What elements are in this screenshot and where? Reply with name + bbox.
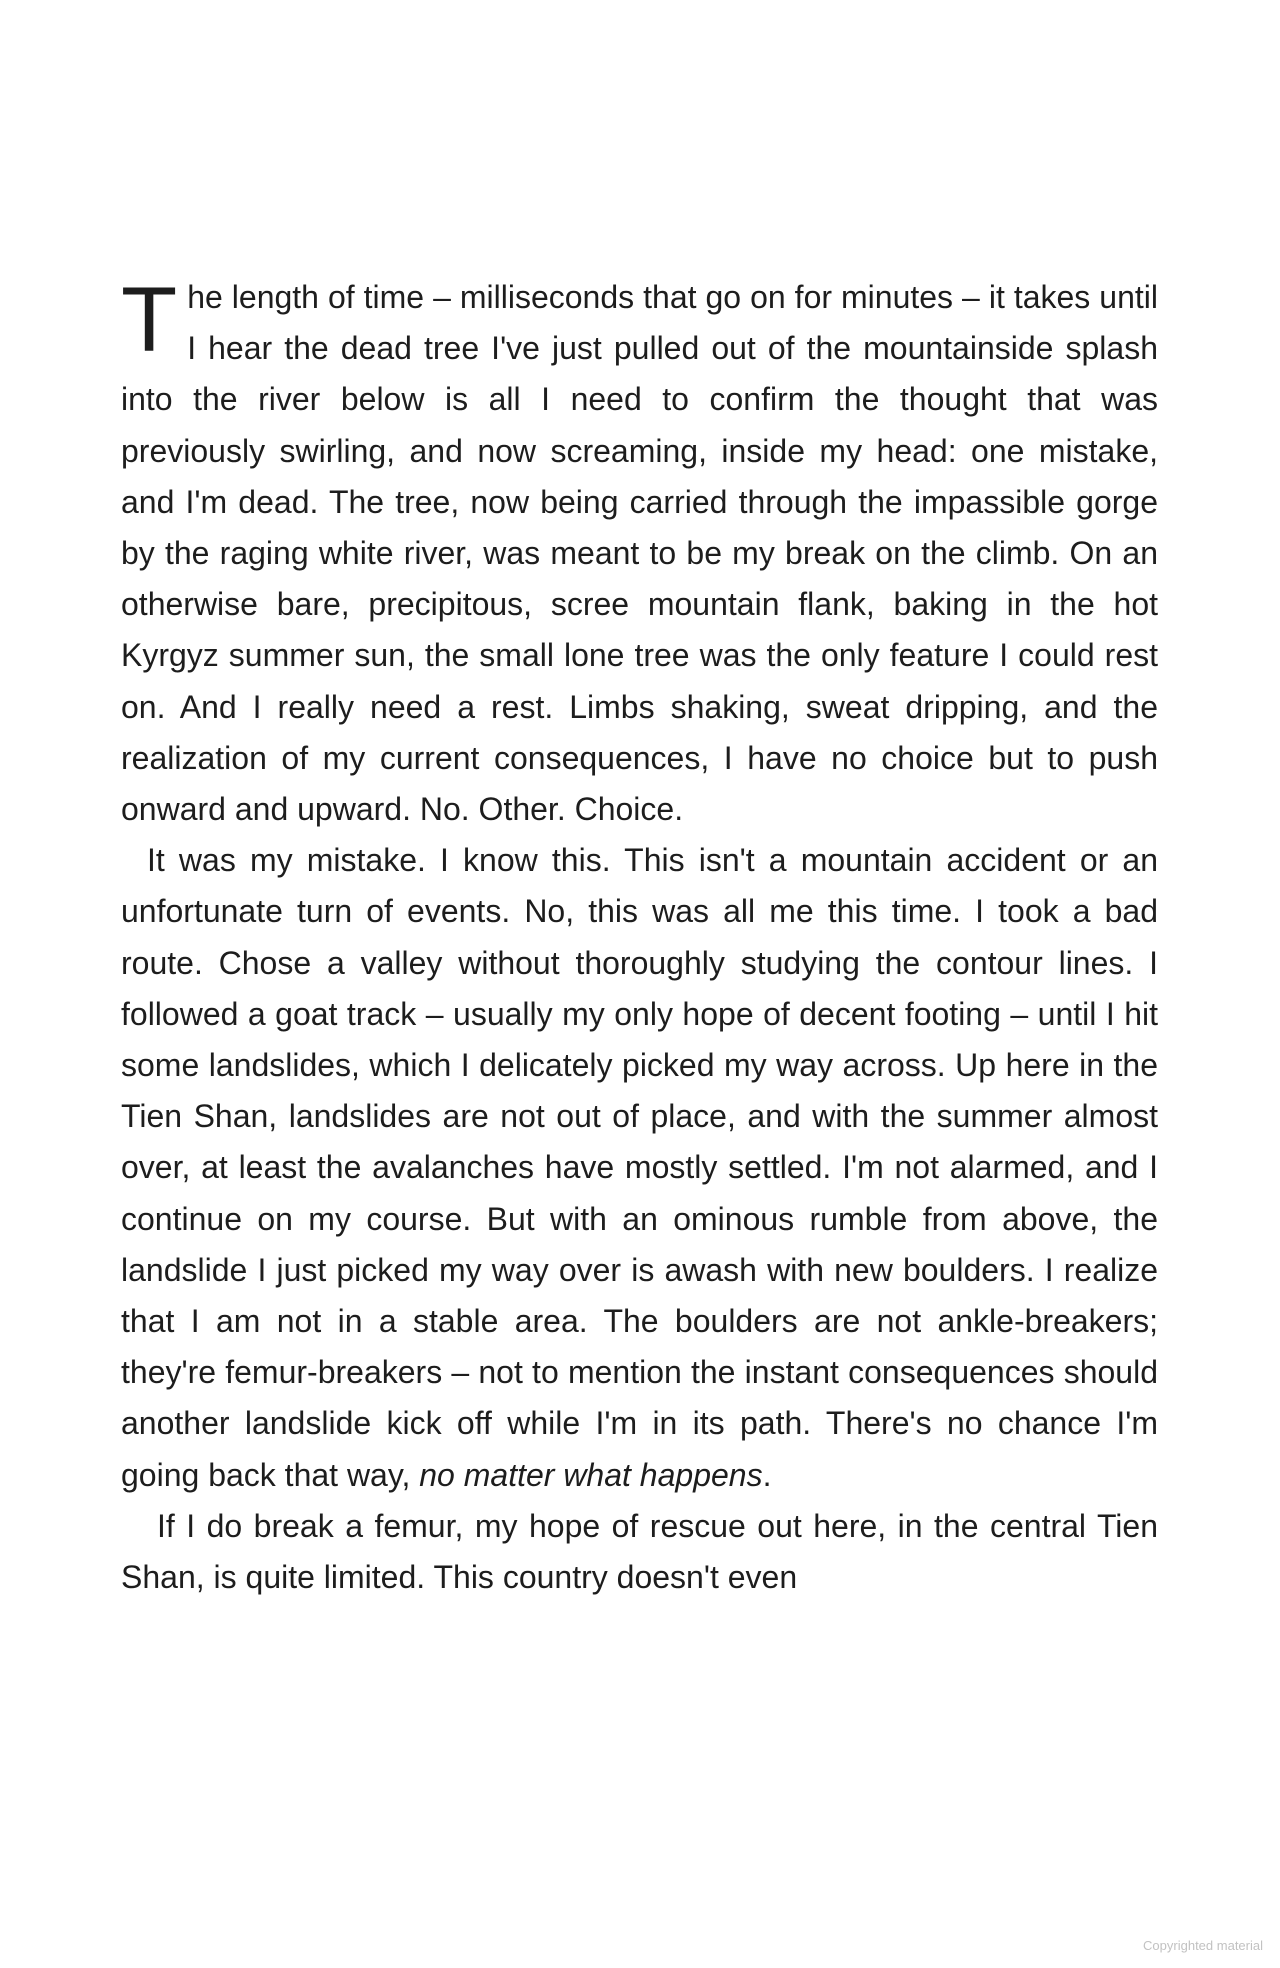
paragraph-2 — [121, 835, 1158, 1501]
drop-cap: T — [121, 269, 178, 371]
paragraph-2-tail: . — [762, 1456, 772, 1493]
paragraph-3 — [121, 1501, 1158, 1603]
paragraph-1-text: he length of time – milliseconds that go on for minutes – it takes until I hear the dead tree I've just pulled out of the mountainside splash into the river below is all I need to confirm the thought that was previously swirling, and now screaming, inside my head: one mistake, and I'm dead. The tree, now being carried through the impassible gorge by the raging white river, was meant to be my break on the climb. On an otherwise bare, precipitous, scree mountain flank, baking in the hot Kyrgyz summer sun, the small lone tree was the only feature I could rest on. And I really need a rest. Limbs shaking, sweat dripping, and the realization of my current consequences, I have no choice but to push onward and upward. No. Other. Choice. — [121, 279, 1158, 828]
paragraph-2-emphasis: no matter what happens — [419, 1456, 763, 1493]
paragraph-2-text: It was my mistake. I know this. This isn't a mountain accident or an unfortunate turn of events. No, this was all me this time. I took a bad route. Chose a valley without thoroughly studying the contour lines. I followed a goat track – usually my only hope of decent footing – until I hit some landslides, which I delicately picked my way across. Up here in the Tien Shan, landslides are not out of place, and with the summer almost over, at least the avalanches have mostly settled. I'm not alarmed, and I continue on my course. But with an ominous rumble from above, the landslide I just picked my way over is awash with new boulders. I realize that I am not in a stable area. The boulders are not ankle-breakers; they're femur-breakers – not to mention the instant consequences should another landslide kick off while I'm in its path. There's no chance I'm going back that way, — [121, 842, 1158, 1493]
paragraph-1 — [121, 269, 1158, 835]
body-text — [121, 269, 1158, 1603]
paragraph-3-text: If I do break a femur, my hope of rescue out here, in the central Tien Shan, is quite limited. This country doesn't even — [121, 1507, 1158, 1596]
copyright-watermark: Copyrighted material — [1143, 1938, 1263, 1953]
